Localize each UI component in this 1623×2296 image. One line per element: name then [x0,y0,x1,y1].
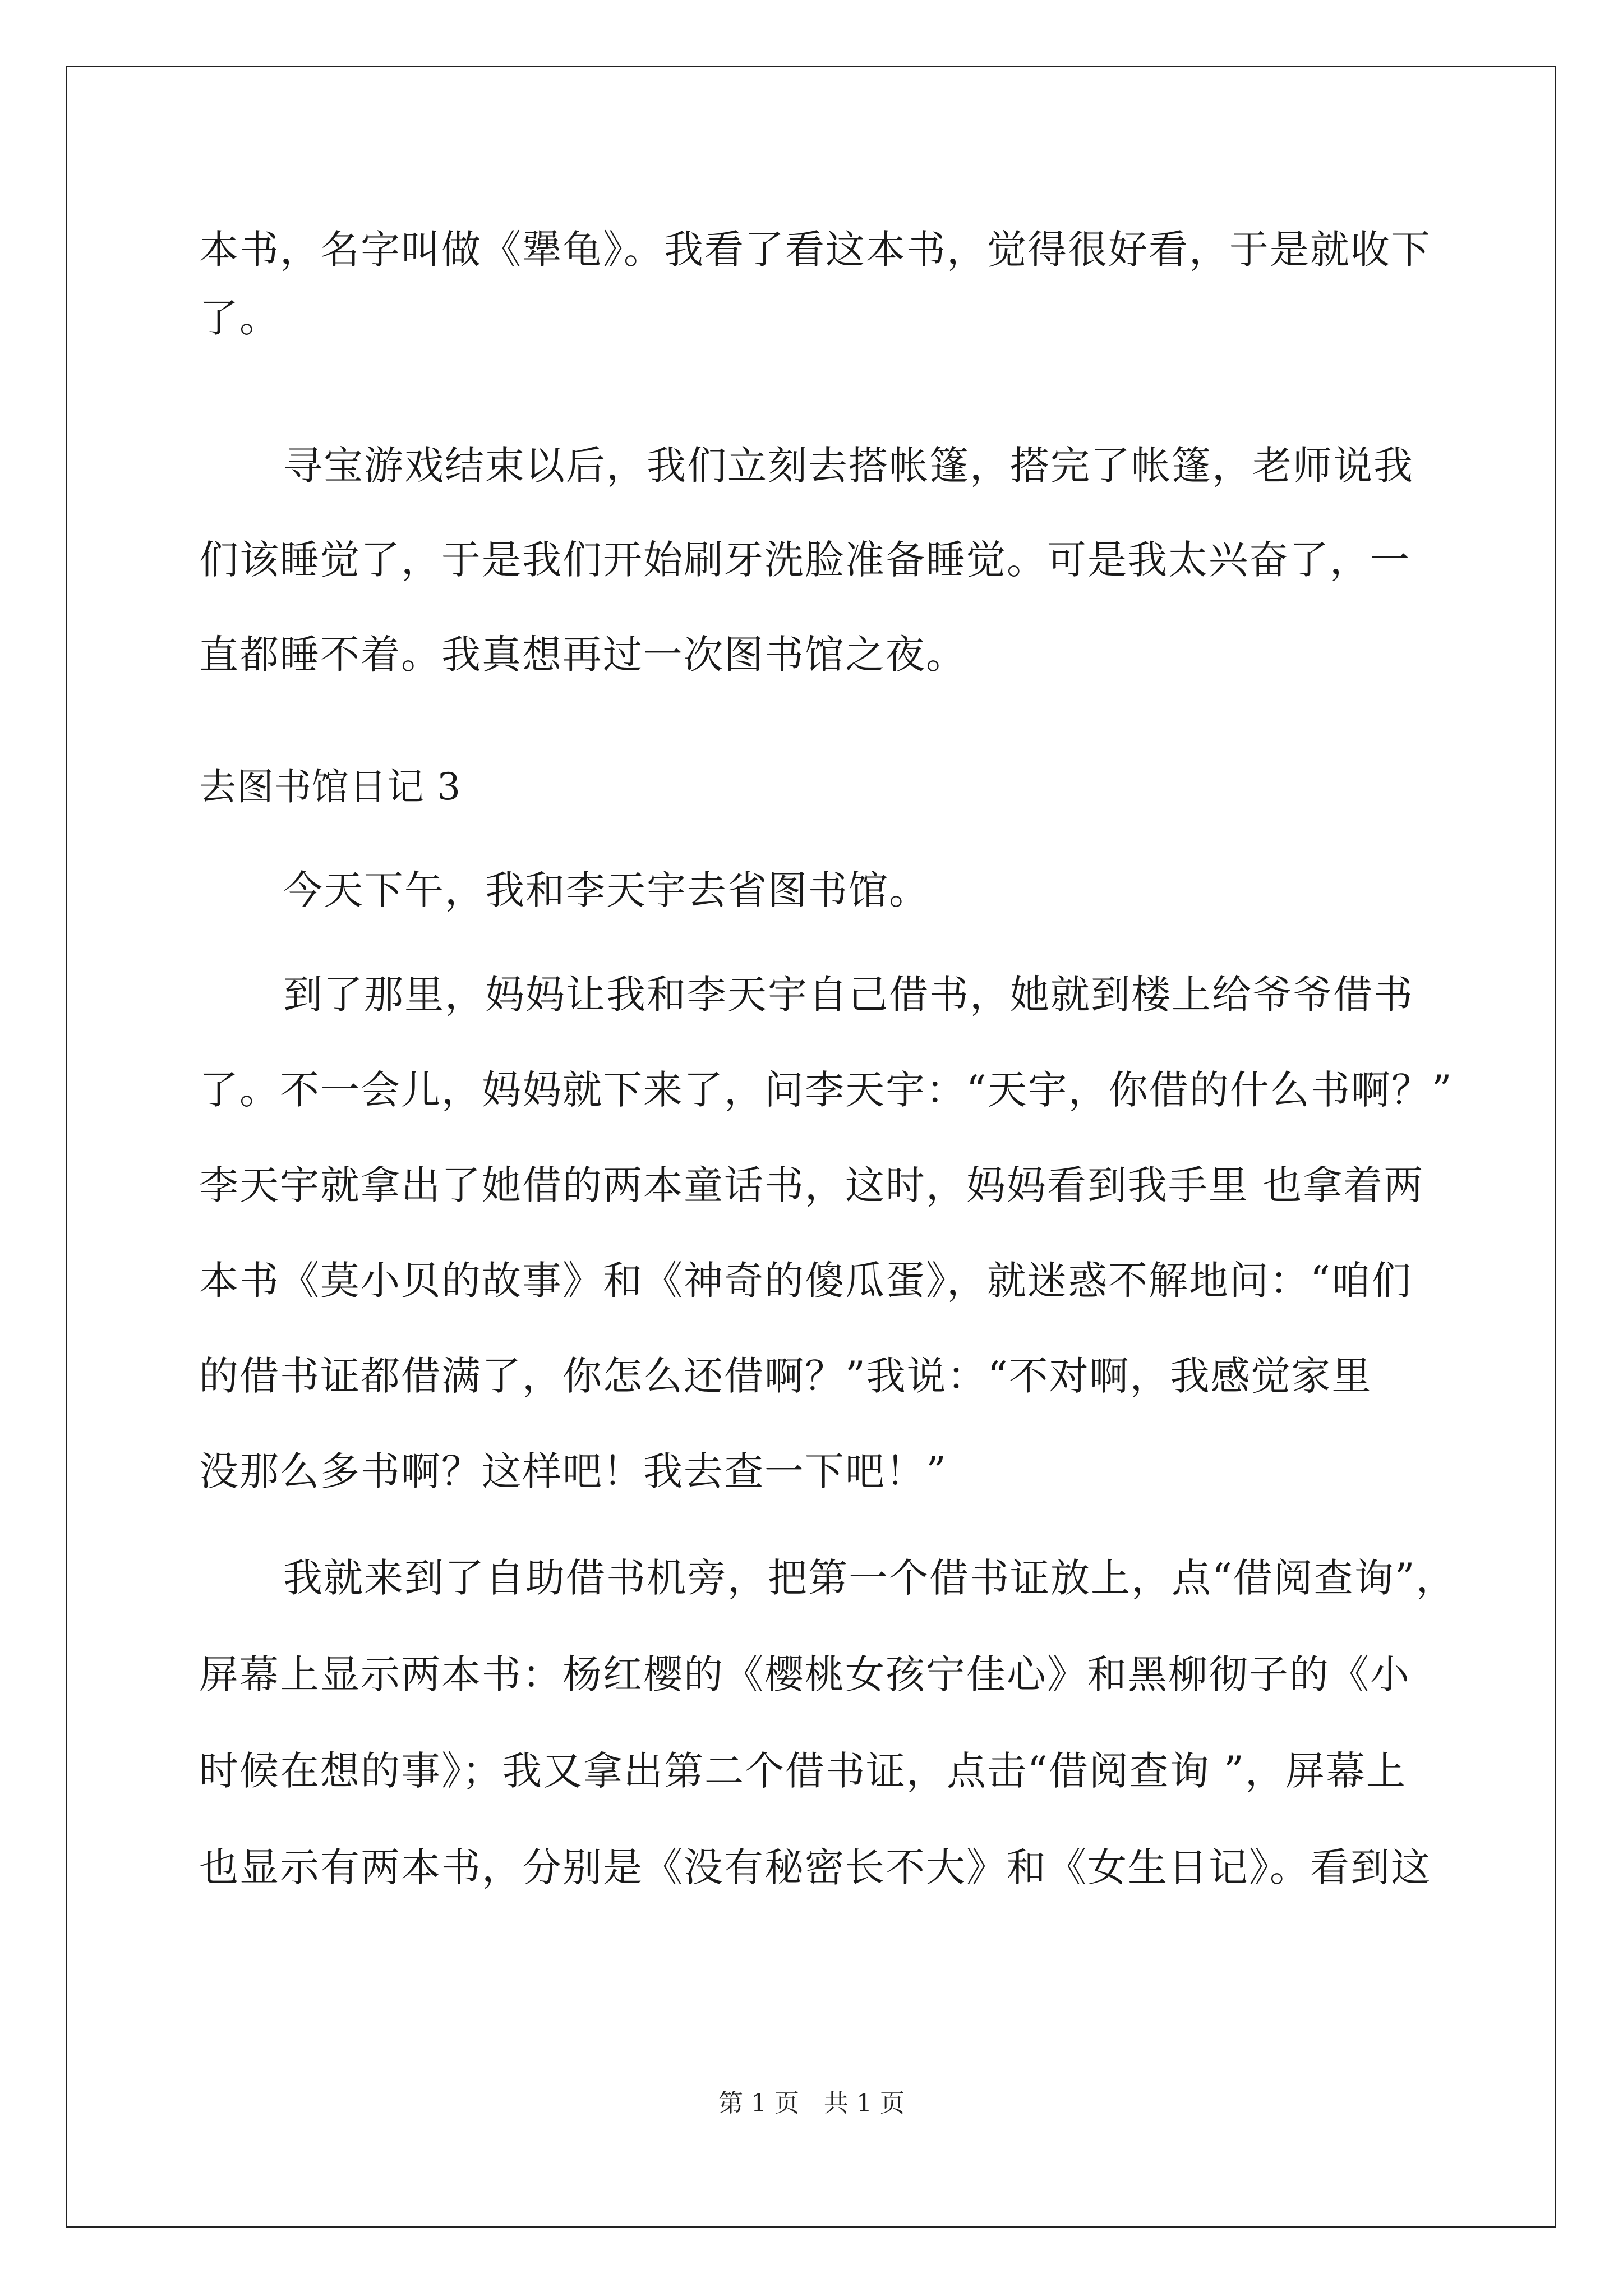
text-line: 时候在想的事》；我又拿出第二个借书证，点击“借阅查询 ”，屏幕上 [199,1748,1407,1794]
text-line: 也显示有两本书，分别是《没有秘密长不大》和《女生日记》。看到这 [199,1844,1431,1890]
paragraph-start: 到了那里，妈妈让我和李天宇自己借书，她就到楼上给爷爷借书 [283,972,1414,1018]
text-line: 本书，名字叫做《犟龟》。我看了看这本书，觉得很好看，于是就收下 [199,227,1431,273]
page-footer: 第 1 页 共 1 页 [718,2089,905,2118]
section-heading: 去图书馆日记 3 [199,765,461,808]
text-line: 没那么多书啊？这样吧！我去查一下吧！” [199,1448,947,1494]
text-line: 了。 [199,295,280,341]
text-line: 李天宇就拿出了她借的两本童话书，这时，妈妈看到我手里 也拿着两 [199,1162,1424,1208]
text-line: 们该睡觉了，于是我们开始刷牙洗脸准备睡觉。可是我太兴奋了，一 [199,537,1410,583]
paragraph-start: 今天下午，我和李天宇去省图书馆。 [283,867,929,913]
text-line: 直都睡不着。我真想再过一次图书馆之夜。 [199,632,966,678]
text-line: 了。不一会儿，妈妈就下来了，问李天宇：“天宇，你借的什么书啊？” [199,1067,1453,1113]
paragraph-start: 寻宝游戏结束以后，我们立刻去搭帐篷，搭完了帐篷，老师说我 [283,443,1414,489]
paragraph-start: 我就来到了自助借书机旁，把第一个借书证放上，点“借阅查询”， [283,1555,1456,1601]
text-line: 本书《莫小贝的故事》和《神奇的傻瓜蛋》，就迷惑不解地问：“咱们 [199,1258,1412,1304]
text-line: 屏幕上显示两本书：杨红樱的《樱桃女孩宁佳心》和黑柳彻子的《小 [199,1651,1410,1697]
page-frame [66,66,1556,2228]
text-line: 的借书证都借满了，你怎么还借啊？”我说：“不对啊，我感觉家里 [199,1353,1372,1399]
